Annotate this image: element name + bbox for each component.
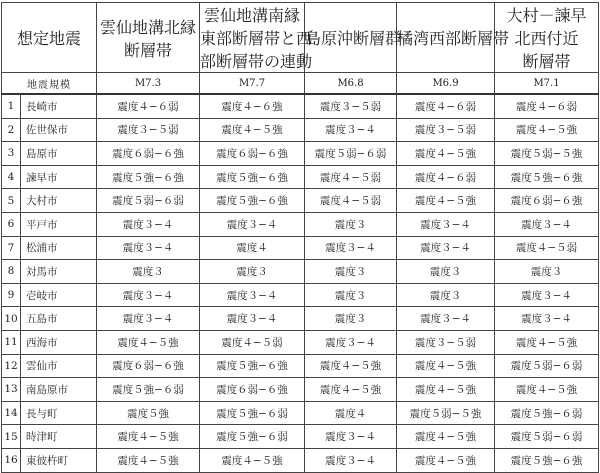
fault-header-unzen-south	[200, 3, 313, 73]
intensity-cell: 震度３−４	[97, 236, 200, 260]
intensity-cell: 震度６弱−６強	[200, 142, 305, 166]
intensity-cell: 震度６弱−６強	[495, 189, 599, 213]
row-number: 2	[2, 118, 21, 142]
intensity-cell: 震度５弱−５強	[397, 401, 495, 425]
intensity-cell: 震度５弱−６弱	[495, 354, 599, 378]
table-row	[2, 378, 599, 402]
table-row	[2, 307, 599, 331]
intensity-cell: 震度４	[200, 236, 305, 260]
row-number: 4	[2, 165, 21, 189]
corner-header	[2, 3, 97, 73]
intensity-cell: 震度４−５強	[97, 425, 200, 449]
table-row	[2, 283, 599, 307]
intensity-cell: 震度４−５強	[495, 330, 599, 354]
intensity-cell: 震度３−４	[495, 283, 599, 307]
table-body	[2, 94, 599, 472]
intensity-cell: 震度４−５強	[97, 330, 200, 354]
intensity-cell: 震度４	[305, 401, 397, 425]
fault-header-omura-isahaya	[495, 3, 599, 73]
row-number: 15	[2, 425, 21, 449]
intensity-cell: 震度４−６強	[200, 94, 305, 118]
intensity-cell: 震度３−４	[495, 307, 599, 331]
intensity-cell: 震度５強−６弱	[200, 425, 305, 449]
intensity-cell: 震度５強−６弱	[97, 378, 200, 402]
intensity-cell: 震度３−５弱	[97, 118, 200, 142]
intensity-cell: 震度６弱−６強	[200, 378, 305, 402]
intensity-cell: 震度３−４	[397, 307, 495, 331]
city-name: 五島市	[21, 307, 97, 331]
intensity-cell: 震度５強−６強	[200, 354, 305, 378]
intensity-cell: 震度５強−６弱	[200, 401, 305, 425]
intensity-cell: 震度３	[200, 260, 305, 284]
fault-header-tachibana-west	[397, 3, 510, 73]
intensity-cell: 震度３−４	[305, 448, 397, 472]
intensity-cell: 震度４−６弱	[397, 94, 495, 118]
city-name: 東彼杵町	[21, 448, 97, 472]
intensity-cell: 震度４−６弱	[97, 94, 200, 118]
magnitude-cell: M7.1	[495, 73, 599, 95]
fault-header-line: 部断層帯の連動	[200, 52, 313, 71]
table-row	[2, 189, 599, 213]
magnitude-cell: M7.3	[97, 73, 200, 95]
city-name: 長崎市	[21, 94, 97, 118]
fault-header-line: 北西付近	[514, 29, 579, 48]
intensity-cell: 震度４−５強	[397, 354, 495, 378]
intensity-cell: 震度３−４	[495, 212, 599, 236]
intensity-cell: 震度３	[397, 283, 495, 307]
intensity-cell: 震度４−５弱	[305, 189, 397, 213]
table-row	[2, 165, 599, 189]
intensity-cell: 震度４−５強	[305, 354, 397, 378]
magnitude-cell: M7.7	[200, 73, 305, 95]
intensity-cell: 震度４−５強	[97, 448, 200, 472]
city-name: 時津町	[21, 425, 97, 449]
intensity-cell: 震度４−５強	[397, 378, 495, 402]
row-number: 10	[2, 307, 21, 331]
intensity-cell: 震度３−４	[305, 330, 397, 354]
table-row	[2, 118, 599, 142]
seismic-intensity-table	[1, 2, 599, 473]
row-number: 11	[2, 330, 21, 354]
row-number: 8	[2, 260, 21, 284]
fault-header-line: 橘湾西部断層帯	[397, 29, 510, 48]
city-name: 諫早市	[21, 165, 97, 189]
city-name: 西海市	[21, 330, 97, 354]
intensity-cell: 震度４−５強	[495, 118, 599, 142]
table-row	[2, 142, 599, 166]
intensity-cell: 震度３−４	[97, 283, 200, 307]
fault-header-line: 断層帯	[124, 40, 173, 60]
city-name: 長与町	[21, 401, 97, 425]
intensity-cell: 震度３−５弱	[397, 118, 495, 142]
city-name: 島原市	[21, 142, 97, 166]
intensity-cell: 震度５弱−６弱	[495, 425, 599, 449]
intensity-cell: 震度４−５弱	[495, 236, 599, 260]
fault-header-line: 大村－諫早	[506, 6, 587, 25]
table-row	[2, 425, 599, 449]
city-name: 壱岐市	[21, 283, 97, 307]
intensity-cell: 震度４−５強	[305, 378, 397, 402]
city-name: 対馬市	[21, 260, 97, 284]
row-number: 7	[2, 236, 21, 260]
city-name: 佐世保市	[21, 118, 97, 142]
city-name: 大村市	[21, 189, 97, 213]
city-name: 松浦市	[21, 236, 97, 260]
fault-header-shimabara-offshore	[305, 3, 402, 73]
intensity-cell: 震度３	[495, 260, 599, 284]
row-number: 9	[2, 283, 21, 307]
table-row	[2, 330, 599, 354]
table-row	[2, 260, 599, 284]
magnitude-cell: M6.8	[305, 73, 397, 95]
intensity-cell: 震度５強−６強	[97, 165, 200, 189]
intensity-cell: 震度４−５強	[200, 448, 305, 472]
intensity-cell: 震度５弱−６弱	[97, 189, 200, 213]
intensity-cell: 震度３	[397, 260, 495, 284]
magnitude-row	[2, 73, 599, 95]
fault-header-line: 島原沖断層群	[305, 29, 402, 48]
city-name: 平戸市	[21, 212, 97, 236]
fault-header-line: 雲仙地溝北縁	[100, 17, 197, 37]
intensity-cell: 震度３−４	[305, 236, 397, 260]
row-number: 14	[2, 401, 21, 425]
table-row	[2, 236, 599, 260]
intensity-cell: 震度３−４	[397, 212, 495, 236]
corner-label: 想定地震	[17, 29, 82, 48]
table-row	[2, 354, 599, 378]
city-name: 雲仙市	[21, 354, 97, 378]
row-number: 5	[2, 189, 21, 213]
intensity-cell: 震度５強−６弱	[495, 401, 599, 425]
intensity-cell: 震度３−４	[397, 236, 495, 260]
row-number: 1	[2, 94, 21, 118]
header-row	[2, 3, 599, 73]
intensity-cell: 震度４−５強	[397, 425, 495, 449]
intensity-cell: 震度４−５強	[495, 378, 599, 402]
row-number: 6	[2, 212, 21, 236]
intensity-cell: 震度６弱−６強	[97, 354, 200, 378]
fault-header-line: 雲仙地溝南縁	[204, 6, 301, 25]
intensity-cell: 震度３−５弱	[397, 330, 495, 354]
row-number: 3	[2, 142, 21, 166]
intensity-cell: 震度５強−６強	[495, 165, 599, 189]
table-row	[2, 94, 599, 118]
intensity-cell: 震度３	[305, 260, 397, 284]
intensity-cell: 震度３−４	[305, 425, 397, 449]
intensity-cell: 震度３	[305, 283, 397, 307]
intensity-cell: 震度３−４	[305, 118, 397, 142]
magnitude-label: 地震規模	[2, 73, 97, 95]
intensity-cell: 震度３−４	[97, 307, 200, 331]
intensity-cell: 震度４−５弱	[200, 330, 305, 354]
intensity-cell: 震度５弱−６弱	[305, 142, 397, 166]
intensity-cell: 震度３−４	[200, 307, 305, 331]
intensity-cell: 震度４−５強	[397, 189, 495, 213]
intensity-cell: 震度５強−６強	[495, 448, 599, 472]
fault-header-unzen-north	[97, 3, 200, 73]
intensity-cell: 震度５弱−５強	[495, 142, 599, 166]
table-row	[2, 212, 599, 236]
intensity-cell: 震度３−４	[200, 283, 305, 307]
intensity-cell: 震度３−４	[200, 212, 305, 236]
intensity-cell: 震度５強−６強	[200, 165, 305, 189]
intensity-cell: 震度４−６弱	[397, 165, 495, 189]
intensity-cell: 震度３	[97, 260, 200, 284]
intensity-cell: 震度４−６弱	[495, 94, 599, 118]
row-number: 16	[2, 448, 21, 472]
table-row	[2, 448, 599, 472]
intensity-cell: 震度５強	[97, 401, 200, 425]
intensity-cell: 震度４−５強	[200, 118, 305, 142]
intensity-cell: 震度３	[305, 212, 397, 236]
intensity-cell: 震度４−５強	[397, 142, 495, 166]
intensity-cell: 震度３	[305, 307, 397, 331]
magnitude-cell: M6.9	[397, 73, 495, 95]
city-name: 南島原市	[21, 378, 97, 402]
fault-header-line: 断層帯	[522, 52, 571, 71]
intensity-cell: 震度３−５弱	[305, 94, 397, 118]
table-row	[2, 401, 599, 425]
intensity-cell: 震度４−５強	[397, 448, 495, 472]
intensity-cell: 震度４−５弱	[305, 165, 397, 189]
row-number: 12	[2, 354, 21, 378]
intensity-cell: 震度５強−６強	[200, 189, 305, 213]
row-number: 13	[2, 378, 21, 402]
fault-header-line: 東部断層帯と西	[200, 29, 313, 48]
intensity-cell: 震度６弱−６強	[97, 142, 200, 166]
intensity-cell: 震度３−４	[97, 212, 200, 236]
